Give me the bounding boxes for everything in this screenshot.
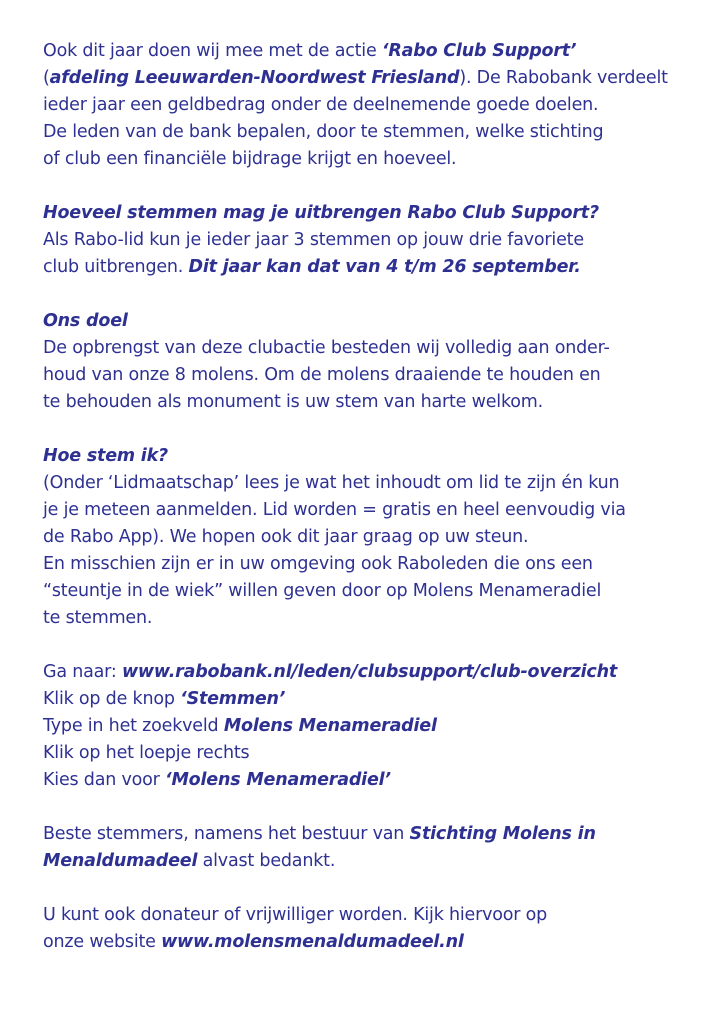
- goal-line-1: De opbrengst van deze clubactie besteden wij volledig aan onder-: [43, 338, 610, 358]
- foundation-name: Stichting Molens in: [409, 824, 596, 844]
- intro-text: (: [43, 68, 50, 88]
- paragraph-gap: [43, 416, 693, 443]
- step-text: Kies dan voor: [43, 770, 165, 790]
- goal-heading: Ons doel: [43, 311, 128, 331]
- document-body: [43, 38, 693, 956]
- how-line-1: (Onder ‘Lidmaatschap’ lees je wat het inhoudt om lid te zijn én kun: [43, 473, 620, 493]
- step-4: Klik op het loepje rechts: [43, 743, 250, 763]
- button-name: ‘Stemmen’: [180, 689, 286, 709]
- goal-line-3: te behouden als monument is uw stem van harte welkom.: [43, 392, 543, 412]
- paragraph-gap: [43, 632, 693, 659]
- paragraph-gap: [43, 281, 693, 308]
- step-2: [43, 686, 693, 713]
- thanks-text: Beste stemmers, namens het bestuur van: [43, 824, 410, 844]
- votes-heading: Hoeveel stemmen mag je uitbrengen Rabo Club Support?: [43, 203, 599, 223]
- department-name: afdeling Leeuwarden-Noordwest Friesland: [49, 68, 460, 88]
- search-term: Molens Menameradiel: [223, 716, 437, 736]
- intro-line-2: [43, 65, 693, 92]
- step-5: [43, 767, 693, 794]
- paragraph-gap: [43, 794, 693, 821]
- how-line-3: de Rabo App). We hopen ook dit jaar graag op uw steun.: [43, 527, 529, 547]
- thanks-line-2: [43, 848, 693, 875]
- step-text: Type in het zoekveld: [43, 716, 224, 736]
- step-text: Klik op de knop: [43, 689, 181, 709]
- intro-line-1: [43, 38, 693, 65]
- how-line-2: je je meteen aanmelden. Lid worden = gratis en heel eenvoudig via: [43, 500, 626, 520]
- donor-line-2: [43, 929, 693, 956]
- votes-line-2: [43, 254, 693, 281]
- paragraph-gap: [43, 173, 693, 200]
- website-link[interactable]: www.molensmenaldumadeel.nl: [161, 932, 464, 952]
- how-heading: Hoe stem ik?: [43, 446, 168, 466]
- thanks-line-1: [43, 821, 693, 848]
- how-line-4: En misschien zijn er in uw omgeving ook Raboleden die ons een: [43, 554, 593, 574]
- step-1: [43, 659, 693, 686]
- donor-line-1: U kunt ook donateur of vrijwilliger worden. Kijk hiervoor op: [43, 905, 548, 925]
- intro-text: Ook dit jaar doen wij mee met de actie: [43, 41, 382, 61]
- rabobank-url: www.rabobank.nl/leden/clubsupport/club-overzicht: [121, 662, 618, 682]
- intro-line-4: De leden van de bank bepalen, door te stemmen, welke stichting: [43, 122, 604, 142]
- thanks-text: alvast bedankt.: [197, 851, 336, 871]
- paragraph-gap: [43, 875, 693, 902]
- votes-line-1: Als Rabo-lid kun je ieder jaar 3 stemmen op jouw drie favoriete: [43, 230, 584, 250]
- foundation-name: Menaldumadeel: [43, 851, 198, 871]
- votes-text: club uitbrengen.: [43, 257, 189, 277]
- voting-period: Dit jaar kan dat van 4 t/m 26 september.: [188, 257, 581, 277]
- how-line-6: te stemmen.: [43, 608, 153, 628]
- step-3: [43, 713, 693, 740]
- intro-text: ). De Rabobank verdeelt: [459, 68, 668, 88]
- club-name: ‘Molens Menameradiel’: [165, 770, 391, 790]
- intro-line-5: of club een financiële bijdrage krijgt en hoeveel.: [43, 149, 457, 169]
- goal-line-2: houd van onze 8 molens. Om de molens draaiende te houden en: [43, 365, 601, 385]
- campaign-name: ‘Rabo Club Support’: [381, 41, 577, 61]
- step-text: Ga naar:: [43, 662, 122, 682]
- donor-text: onze website: [43, 932, 162, 952]
- how-line-5: “steuntje in de wiek” willen geven door op Molens Menameradiel: [43, 581, 602, 601]
- intro-line-3: ieder jaar een geldbedrag onder de deelnemende goede doelen.: [43, 95, 599, 115]
